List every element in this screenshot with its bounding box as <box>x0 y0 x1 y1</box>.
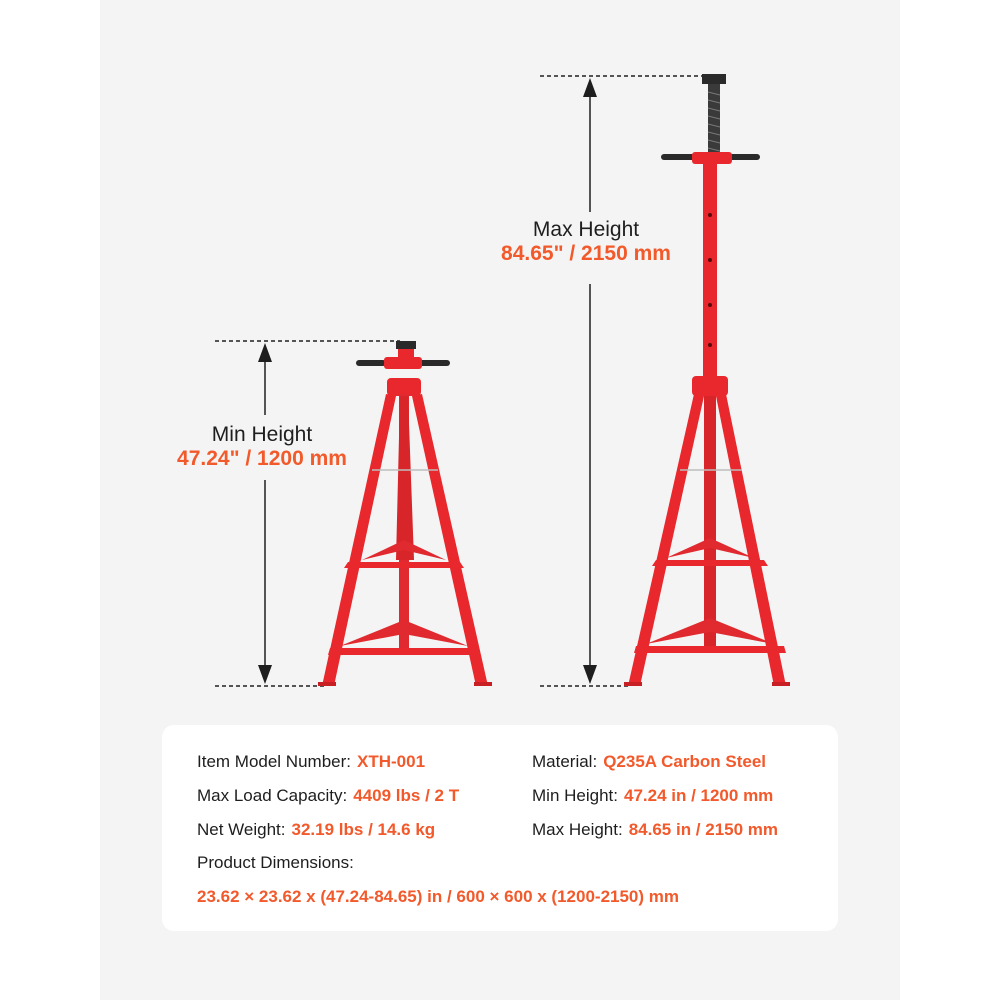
spec-material-value: Q235A Carbon Steel <box>603 752 766 771</box>
min-arrow-up-icon <box>258 343 272 362</box>
spec-min-height-label: Min Height: <box>532 786 618 805</box>
spec-max-height-value: 84.65 in / 2150 mm <box>628 820 779 839</box>
max-height-dimension <box>540 76 712 686</box>
min-height-label <box>132 423 392 471</box>
spec-model <box>197 752 425 772</box>
max-height-label <box>456 218 716 266</box>
min-height-title: Min Height <box>211 423 313 446</box>
spec-max-height <box>532 820 778 840</box>
min-height-value: 47.24" / 1200 mm <box>177 447 347 471</box>
spec-weight <box>197 820 435 840</box>
spec-model-label: Item Model Number: <box>197 752 351 771</box>
spec-model-value: XTH-001 <box>357 752 426 771</box>
max-height-value: 84.65" / 2150 mm <box>501 242 671 266</box>
spec-weight-label: Net Weight: <box>197 820 286 839</box>
spec-material-label: Material: <box>532 752 598 771</box>
spec-max-height-label: Max Height: <box>532 820 623 839</box>
max-height-title: Max Height <box>532 218 640 241</box>
spec-capacity-value: 4409 lbs / 2 T <box>353 786 460 805</box>
spec-min-height-value: 47.24 in / 1200 mm <box>623 786 774 805</box>
spec-material <box>532 752 766 772</box>
spec-card <box>162 725 838 931</box>
stand-max-height <box>624 74 790 686</box>
max-arrow-down-icon <box>583 665 597 684</box>
spec-dimensions-value: 23.62 × 23.62 x (47.24-84.65) in / 600 × 600 x (1200-2150) mm <box>197 887 680 906</box>
min-arrow-down-icon <box>258 665 272 684</box>
spec-capacity <box>197 786 459 806</box>
stand-min-height <box>318 341 492 686</box>
spec-dimensions-label: Product Dimensions: <box>197 853 354 872</box>
spec-weight-value: 32.19 lbs / 14.6 kg <box>291 820 436 839</box>
max-arrow-up-icon <box>583 78 597 97</box>
spec-min-height <box>532 786 773 806</box>
spec-capacity-label: Max Load Capacity: <box>197 786 348 805</box>
